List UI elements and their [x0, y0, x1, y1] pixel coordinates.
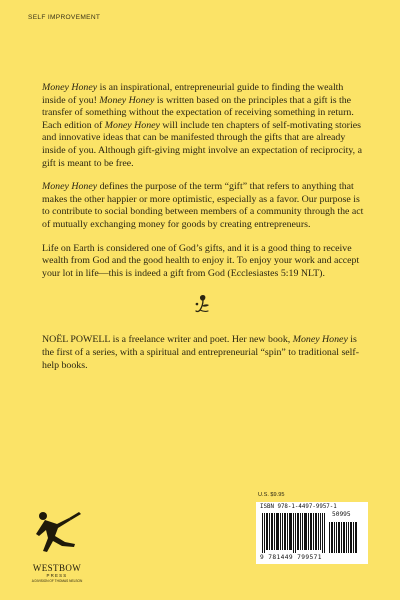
author-text: is the first of a series, with a spiritual and entrepreneurial “spin” to traditional self-help books.	[42, 334, 359, 371]
publisher-name: WESTBOW	[32, 563, 82, 573]
description-paragraph-3: Life on Earth is considered one of God’s gifts, and it is a good thing to receive wealth from God and the good health to enjoy it. To enjoy your work and accept your lot in life—this is indeed a gift from God (Ecclesiastes 5:19 NLT).	[42, 242, 360, 279]
publisher-logo	[22, 508, 92, 586]
book-title: Money Honey	[292, 334, 348, 346]
paragraph-text: is written based on the principles that a gift is the transfer of something without the expectation of receiving something in return. Each edition of	[42, 94, 354, 131]
runner-logo-icon	[29, 508, 85, 558]
price-label: U.S. $9.95	[258, 492, 285, 498]
author-bio	[42, 334, 364, 372]
paragraph-text: is an inspirational, entrepreneurial guide to finding the wealth inside of you!	[42, 82, 344, 106]
description-paragraph-2	[42, 181, 364, 231]
book-title: Money Honey	[42, 82, 98, 93]
author-text: NOËL POWELL is a freelance writer and poet. Her new book,	[42, 334, 293, 346]
back-cover-text	[42, 82, 364, 383]
publisher-tagline: A DIVISION OF THOMAS NELSON	[31, 579, 83, 583]
publisher-press: PRESS	[46, 573, 68, 578]
category-label: SELF IMPROVEMENT	[28, 14, 101, 21]
barcode-bars	[262, 513, 362, 555]
book-title: Money Honey	[42, 181, 98, 193]
paragraph-text: will include ten chapters of self-motivating stories and innovative ideas that can be manifested through the gifts that are already inside of you. Although gift-giving might involve an expectation of reciprocity, a gift is meant to be free.	[42, 119, 362, 169]
isbn-number: ISBN 978-1-4497-9957-1	[260, 504, 337, 510]
paragraph-text: defines the purpose of the term “gift” that refers to anything that makes the other happier or more optimistic, especially as a favor. Our purpose is to contribute to social bonding between members of a community through the act of mutually exchanging money for goods by creating entrepreneurs.	[42, 181, 364, 230]
barcode	[256, 502, 368, 564]
addon-number: 50995	[332, 511, 351, 518]
description-paragraph-1	[42, 82, 364, 170]
book-title: Money Honey	[99, 94, 155, 106]
floral-ornament-icon	[191, 292, 215, 316]
ean-number: 9 781449 799571	[260, 554, 322, 561]
book-title: Money Honey	[104, 119, 160, 131]
